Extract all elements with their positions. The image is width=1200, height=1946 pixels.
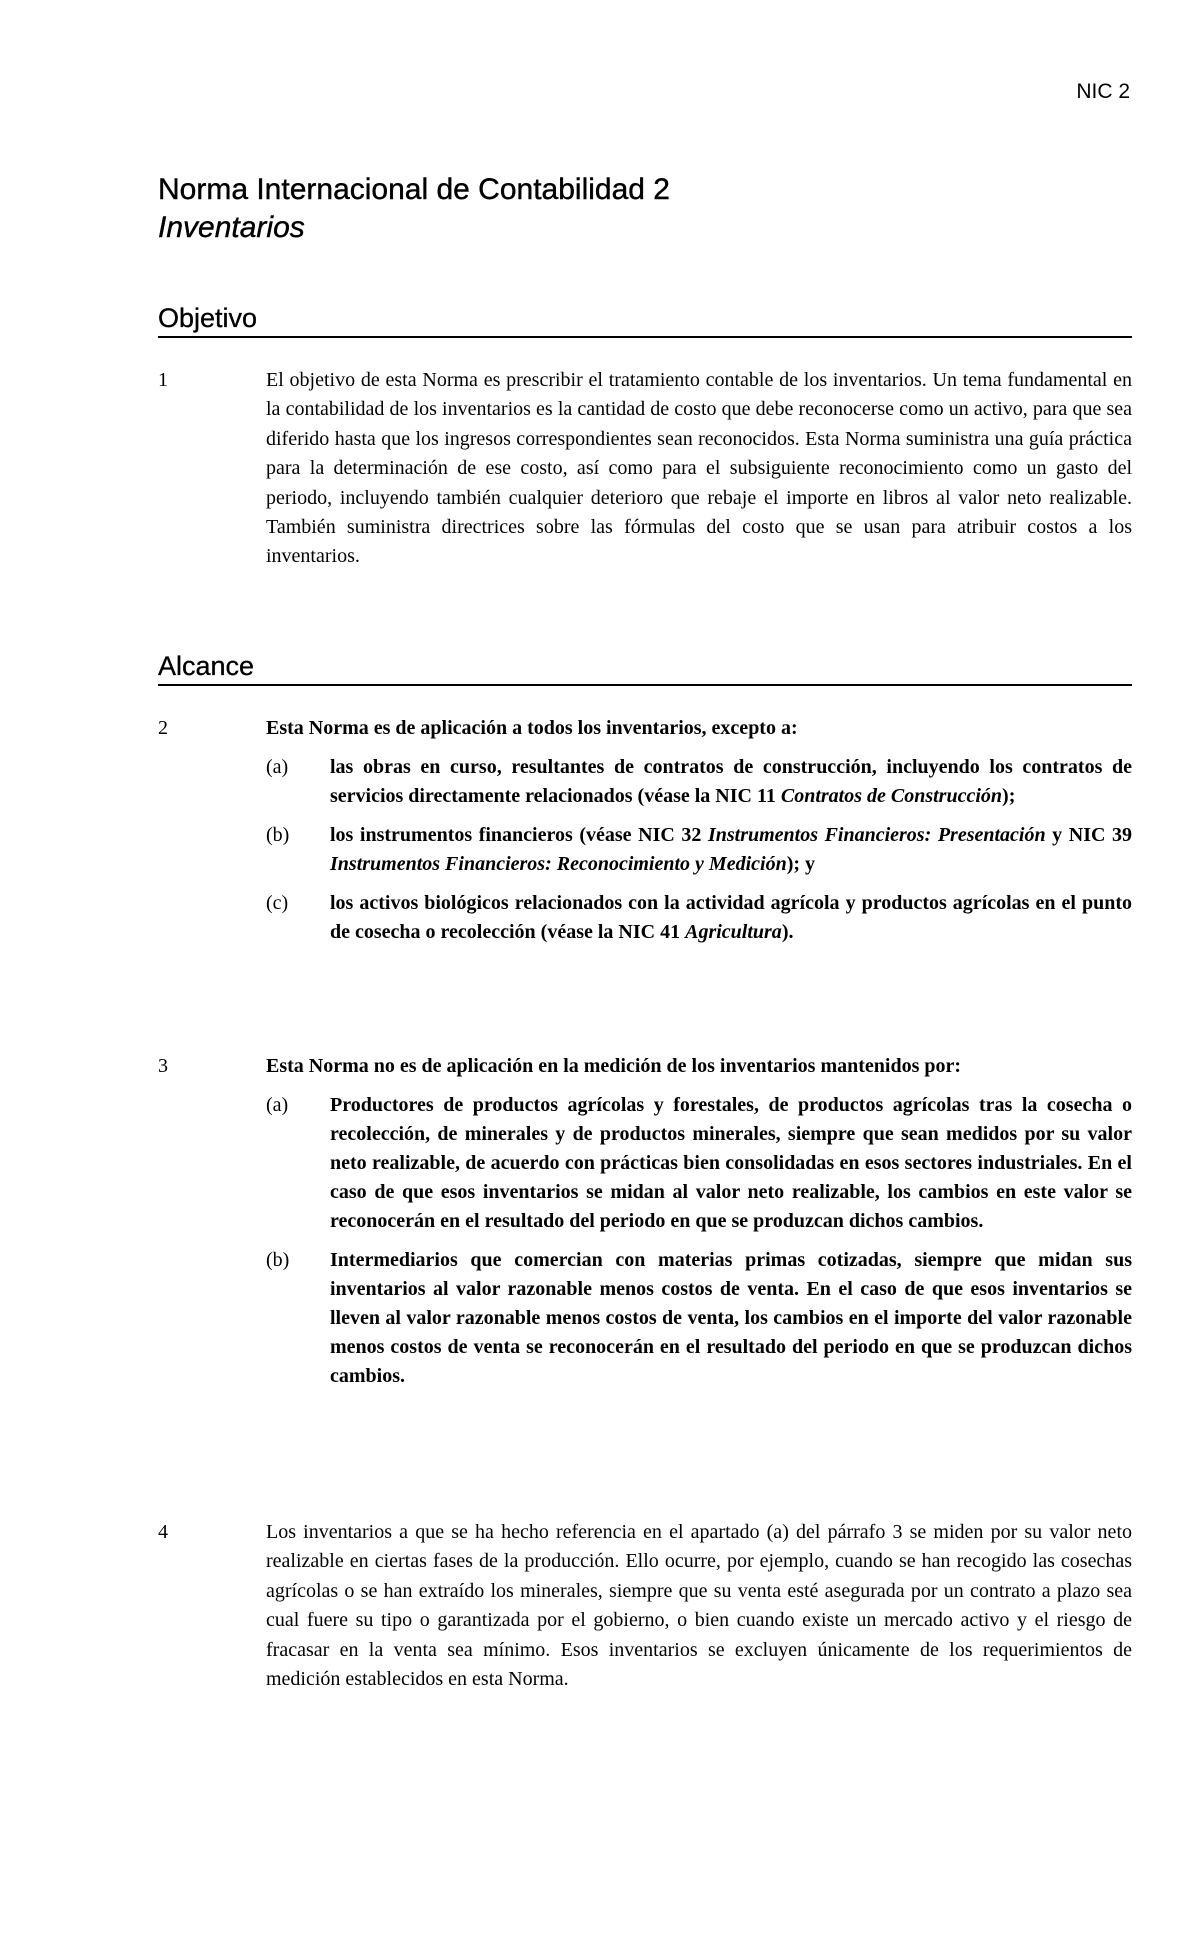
paragraph-text: El objetivo de esta Norma es prescribir el tratamiento contable de los inventarios. Un tema fundamental en la contabilidad de los inventarios es la cantidad de costo que debe reconocerse como un activo, para que sea diferido hasta que los ingresos correspondientes sean reconocidos. Esta Norma suministra una guía práctica para la determinación de ese costo, así como para el subsiguiente reconocimiento como un gasto del periodo, incluyendo también cualquier deterioro que rebaje el importe en libros al valor neto realizable. También suministra directrices sobre las fórmulas del costo que se usan para atribuir costos a los inventarios. <box>266 369 1132 568</box>
page-identifier: NIC 2 <box>1076 80 1130 103</box>
item-text: Productores de productos agrícolas y forestales, de productos agrícolas tras la cosecha o recolección, de minerales y de productos minerales, siempre que sean medidos por su valor neto realizable, de acuerdo con prácticas bien consolidadas en esos sectores industriales. En el caso de que esos inventarios se midan al valor neto realizable, los cambios en este valor se reconocerán en el resultado del periodo en que se produzcan dichos cambios. <box>330 1094 1132 1233</box>
paragraph-number: 3 <box>158 1055 168 1077</box>
item-list <box>266 753 1132 947</box>
paragraph-1 <box>158 366 1132 572</box>
item-text-part: y NIC 39 <box>1045 824 1132 847</box>
section-heading-objetivo: Objetivo <box>158 302 1132 338</box>
item-text-part: ). <box>781 921 794 944</box>
item-list <box>266 1091 1132 1391</box>
item-text-italic: Instrumentos Financieros: Presentación <box>707 824 1046 847</box>
item-text-part: los instrumentos financieros (véase NIC 32 <box>330 824 708 847</box>
paragraph-number: 1 <box>158 369 168 391</box>
paragraph-number: 2 <box>158 717 168 739</box>
paragraph-3 <box>158 1052 1132 1391</box>
item-text <box>330 889 1132 947</box>
item-text-part: los activos biológicos relacionados con la actividad agrícola y productos agrícolas en el punto de cosecha o recolección (véase la NIC 41 <box>330 892 1132 944</box>
paragraph-text: Los inventarios a que se ha hecho referencia en el apartado (a) del párrafo 3 se miden por su valor neto realizable en ciertas fases de la producción. Ello ocurre, por ejemplo, cuando se han recogido las cosechas agrícolas o se han extraído los minerales, siempre que su venta esté asegurada por un contrato a plazo sea cual fuere su tipo o garantizada por el gobierno, o bien cuando existe un mercado activo y el riesgo de fracasar en la venta sea mínimo. Esos inventarios se excluyen únicamente de los requerimientos de medición establecidos en esta Norma. <box>266 1521 1132 1691</box>
title-block <box>158 172 670 246</box>
paragraph-intro: Esta Norma es de aplicación a todos los inventarios, excepto a: <box>266 717 798 739</box>
item-text-part: ); y <box>786 853 816 876</box>
item-text: Intermediarios que comercian con materias primas cotizadas, siempre que midan sus inventarios al valor razonable menos costos de venta. En el caso de que esos inventarios se lleven al valor razonable menos costos de venta, los cambios en el importe del valor razonable menos costos de venta se reconocerán en el resultado del periodo en que se produzcan dichos cambios. <box>330 1249 1132 1388</box>
section-heading-alcance: Alcance <box>158 650 1132 686</box>
list-item-b <box>266 821 1132 879</box>
list-item-a <box>266 753 1132 811</box>
item-text-part: ); <box>1002 785 1016 808</box>
document-subtitle: Inventarios <box>158 211 305 244</box>
item-label: (b) <box>266 1249 290 1272</box>
document-title: Norma Internacional de Contabilidad 2 <box>158 173 670 206</box>
paragraph-4 <box>158 1518 1132 1694</box>
item-text-italic: Agricultura <box>685 921 782 944</box>
list-item-b <box>266 1246 1132 1391</box>
item-text-part: las obras en curso, resultantes de contratos de construcción, incluyendo los contratos de servicios directamente relacionados (véase la NIC 11 <box>330 756 1132 808</box>
item-text <box>330 821 1132 879</box>
paragraph-2 <box>158 714 1132 947</box>
item-text-italic: Contratos de Construcción <box>780 785 1003 808</box>
item-label: (a) <box>266 756 289 779</box>
item-label: (a) <box>266 1094 289 1117</box>
item-label: (b) <box>266 824 290 847</box>
item-text <box>330 753 1132 811</box>
paragraph-number: 4 <box>158 1521 168 1543</box>
list-item-c <box>266 889 1132 947</box>
item-text-italic: Instrumentos Financieros: Reconocimiento y Medición <box>330 853 787 876</box>
item-label: (c) <box>266 892 289 915</box>
list-item-a <box>266 1091 1132 1236</box>
paragraph-intro: Esta Norma no es de aplicación en la medición de los inventarios mantenidos por: <box>266 1055 962 1077</box>
